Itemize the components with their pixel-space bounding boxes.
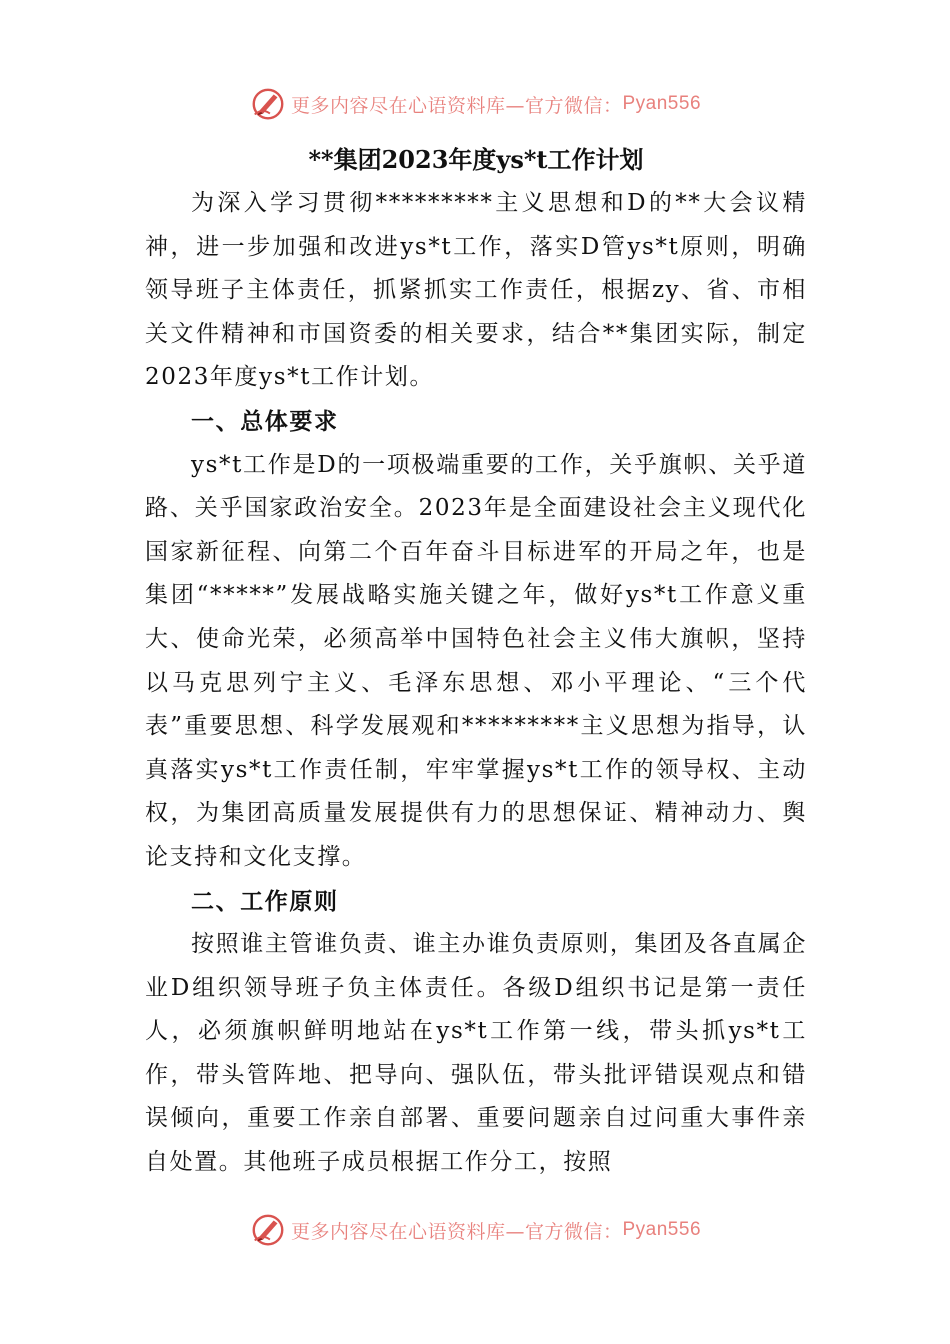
pen-logo-icon xyxy=(249,85,287,123)
top-watermark-banner xyxy=(0,82,950,126)
pen-logo-icon xyxy=(249,1211,287,1249)
intro-paragraph: 为深入学习贯彻*********主义思想和D的**大会议精神，进一步加强和改进ys*t工作，落实D管ys*t原则，明确领导班子主体责任，抓紧抓实工作责任，根据zy、省、市相关文件精神和市国资委的相关要求，结合**集团实际，制定2023年度ys*t工作计划。 xyxy=(145,190,807,391)
watermark-text: 更多内容尽在心语资料库—官方微信： xyxy=(290,1220,623,1243)
watermark-wechat-id: Pyan556 xyxy=(622,93,702,114)
document-body xyxy=(145,138,807,1185)
watermark-wechat-id: Pyan556 xyxy=(622,1219,702,1240)
section-work-principles-body: 按照谁主管谁负责、谁主办谁负责原则，集团及各直属企业D组织领导班子负主体责任。各级D组织书记是第一责任人，必须旗帜鲜明地站在ys*t工作第一线，带头抓ys*t工作，带头管阵地、把导向、强队伍，带头批评错误观点和错误倾向，重要工作亲自部署、重要问题亲自过问重大事件亲自处置。其他班子成员根据工作分工，按照 xyxy=(145,931,807,1176)
document-title: **集团2023年度ys*t工作计划 xyxy=(308,145,644,174)
section-heading-overall-requirements: 一、总体要求 xyxy=(191,407,339,435)
bottom-watermark-banner xyxy=(0,1208,950,1252)
section-heading-work-principles: 二、工作原则 xyxy=(191,887,339,915)
watermark-text: 更多内容尽在心语资料库—官方微信： xyxy=(290,94,623,117)
section-overall-requirements-body: ys*t工作是D的一项极端重要的工作，关乎旗帜、关乎道路、关乎国家政治安全。2023年是全面建设社会主义现代化国家新征程、向第二个百年奋斗目标进军的开局之年，也是集团“*****”发展战略实施关键之年，做好ys*t工作意义重大、使命光荣，必须高举中国特色社会主义伟大旗帜，坚持以马克思列宁主义、毛泽东思想、邓小平理论、“三个代表”重要思想、科学发展观和*********主义思想为指导，认真落实ys*t工作责任制，牢牢掌握ys*t工作的领导权、主动权，为集团高质量发展提供有力的思想保证、精神动力、舆论支持和文化支撑。 xyxy=(145,451,807,870)
